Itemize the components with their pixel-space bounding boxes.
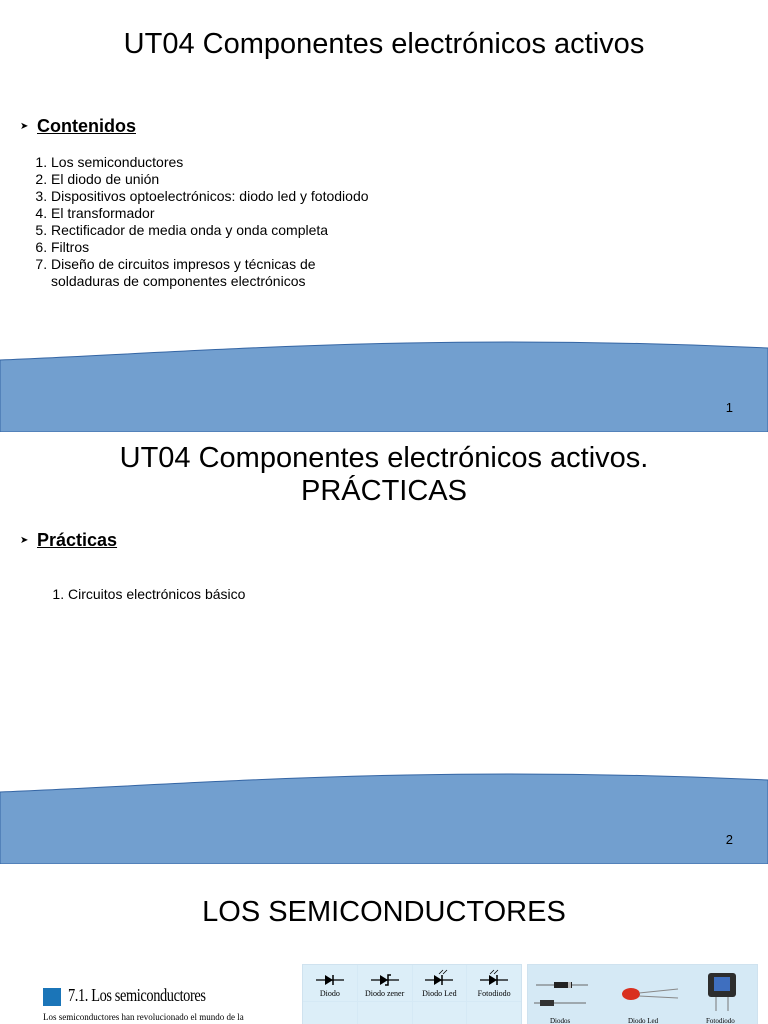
symbol-cell [358, 1002, 412, 1024]
book-excerpt-image [38, 980, 292, 1024]
diode-symbol-cell [303, 965, 357, 1001]
contents-list [0, 154, 381, 290]
list-item: 7. Diseño de circuitos impresos y técnicas de soldaduras de componentes electrónicos [51, 256, 381, 290]
list-item: 4. El transformador [51, 205, 381, 222]
symbol-label: Diodo zener [364, 989, 405, 998]
section-heading-row [20, 530, 117, 551]
symbol-cell [303, 1002, 357, 1024]
diode-photos-illustration [528, 965, 757, 1015]
page-number: 1 [725, 400, 733, 415]
diode-photos-table [527, 964, 758, 1024]
symbol-label: Fotodiodo [477, 989, 511, 998]
slide-3 [0, 864, 768, 1024]
photo-label: Diodos [550, 1017, 571, 1024]
list-item: 5. Rectificador de media onda y onda completa [51, 222, 381, 239]
photodiode-symbol-cell [467, 965, 521, 1001]
arrowhead-bullet-icon: ➤ [20, 535, 29, 546]
page-number: 2 [725, 832, 733, 847]
zener-symbol-cell [358, 965, 412, 1001]
list-item: 1. Los semiconductores [51, 154, 381, 171]
symbol-cell [467, 1002, 521, 1024]
book-section-title: 7.1. Los semiconductores [68, 985, 206, 1005]
symbol-cell [413, 1002, 467, 1024]
photo-label: Diodo Led [628, 1017, 659, 1024]
led-symbol-cell [413, 965, 467, 1001]
wave-footer-shape [0, 340, 768, 432]
section-heading: Prácticas [37, 530, 118, 550]
practices-list [0, 586, 398, 603]
book-section-text: Los semiconductores han revolucionado el mundo de la [43, 1012, 244, 1022]
led-symbol-icon [425, 969, 453, 987]
symbol-label: Diodo [319, 989, 340, 998]
section-marker-icon [43, 988, 61, 1006]
list-item: 2. El diodo de unión [51, 171, 381, 188]
slide-title: UT04 Componentes electrónicos activos [123, 28, 645, 60]
section-heading-row [20, 116, 136, 137]
slide-title [0, 442, 768, 508]
photodiode-symbol-icon [480, 969, 508, 987]
wave-footer-shape [0, 772, 768, 864]
slide-title-line-2: PRÁCTICAS [301, 475, 467, 507]
photo-label: Fotodiodo [706, 1017, 735, 1024]
slide-1 [0, 0, 768, 432]
arrowhead-bullet-icon: ➤ [20, 121, 29, 132]
symbol-label: Diodo Led [422, 989, 457, 998]
diode-symbol-icon [316, 973, 344, 987]
diode-symbols-table [302, 964, 522, 1024]
list-item: 1. Circuitos electrónicos básico [68, 586, 398, 603]
slide-2 [0, 432, 768, 864]
zener-diode-symbol-icon [371, 973, 399, 987]
list-item: 3. Dispositivos optoelectrónicos: diodo led y fotodiodo [51, 188, 381, 205]
section-heading: Contenidos [37, 116, 136, 136]
list-item: 6. Filtros [51, 239, 381, 256]
slide-title: LOS SEMICONDUCTORES [202, 896, 566, 928]
slide-title-line-1: UT04 Componentes electrónicos activos. [119, 442, 649, 474]
